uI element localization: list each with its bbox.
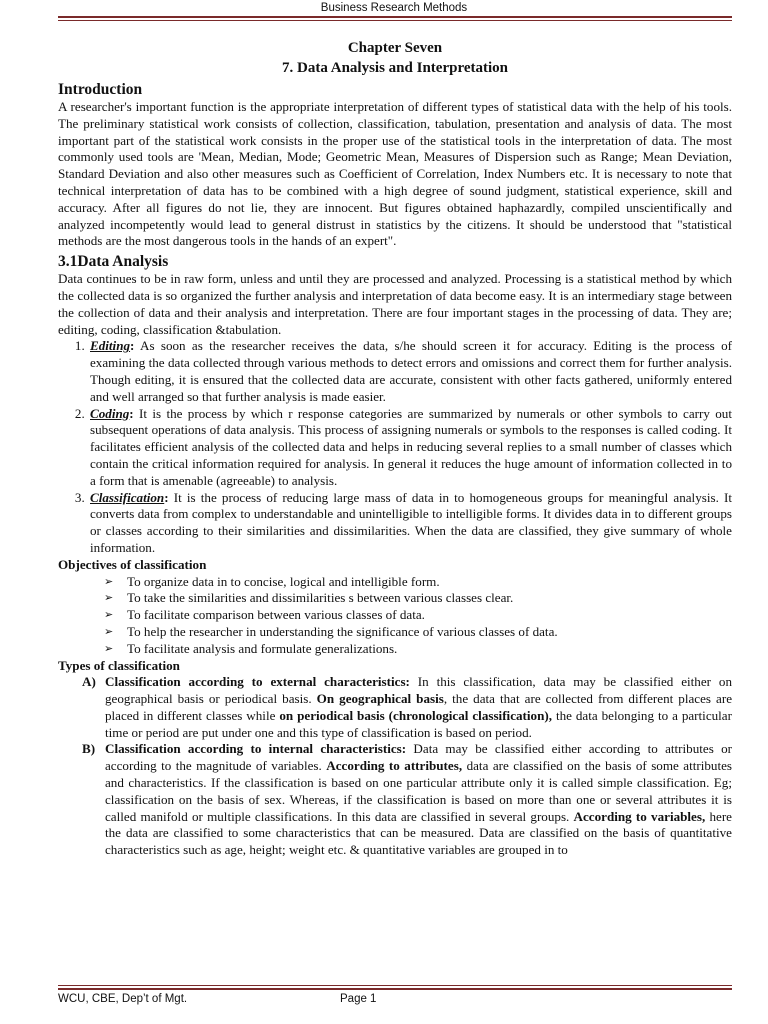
arrow-bullet-icon: ➢ [104,591,114,605]
header-title: Business Research Methods [320,2,468,14]
type-emphasis: According to attributes, [326,758,463,774]
type-emphasis: On geographical basis [316,691,444,707]
header-rule [58,16,732,21]
types-heading: Types of classification [58,657,180,673]
type-title: Classification according to internal characteristics: [105,741,407,757]
term-classification: Classification [90,489,165,505]
footer-department: WCU, CBE, Dep’t of Mgt. [58,993,188,1005]
term-separator: : [130,338,135,354]
arrow-bullet-icon: ➢ [104,641,114,655]
type-text: Data may be classified either according to attributes or according to the magnitude of variables. [105,741,732,774]
stage-text: As soon as the researcher receives the data, s/he should screen it for accuracy. Editing is the process of examining the data collected through various methods to detect errors and omissions and correct them for further analysis. Though editing, it is ensured that the collected data are accurate, consistent with other facts gathered, uniformly entered and well arranged so that further analysis is made easier. [90,338,732,404]
types-list [58,674,732,859]
section-heading-3-1 [58,253,732,271]
list-item-editing [88,338,732,405]
objective-text: To facilitate analysis and formulate generalizations. [127,640,398,656]
objective-text: To organize data in to concise, logical and intelligible form. [127,573,440,589]
section-number: 3.1 [58,253,78,271]
footer-rule [58,985,732,990]
list-item [104,574,732,591]
chapter-subtitle [58,58,732,78]
list-item-coding [88,406,732,490]
objectives-list [58,574,732,658]
objective-text: To take the similarities and dissimilarities s between various classes clear. [127,590,514,606]
type-label: B) [82,741,96,757]
page-number: Page 1 [340,993,377,1005]
type-text: In this classification, data may be classified either on geographical basis or periodical basis. [105,674,732,707]
objective-text: To help the researcher in understanding the significance of various classes of data. [127,623,558,639]
chapter-title: Chapter Seven [347,40,443,56]
type-text: here the data are classified to some characteristics that can be measured. Data are classified on the basis of quantitative characteristics such as age, height; weight etc. & quantitative variables are grouped in to [105,808,732,858]
type-title: Classification according to external characteristics: [105,674,410,690]
arrow-bullet-icon: ➢ [104,608,114,622]
introduction-paragraph: A researcher's important function is the appropriate interpretation of different types of statistical data with the help of his tools. The preliminary statistical work consists of collection, classification, tabulation, presentation and analysis of data. The most important part of the statistical work consists in the proper use of the statistical tools in the interpretation of data. The most commonly used tools are 'Mean, Median, Mode; Geometric Mean, Measures of Dispersion such as Range; Mean Deviation, Standard Deviation and also other measures such as Coefficient of Correlation, Index Numbers etc. It is necessary to note that technical interpretation of data has to be combined with a high degree of sound judgment, statistical experience, skill and accuracy. After all figures do not lie, they are innocent. But figures obtained haphazardly, compiled unscientifically and analyzed incompetently would lead to general distrust in statistics by the citizens. It should be understood that "statistical methods are the most dangerous tools in the hands of an expert". [58,99,732,249]
page-footer [58,993,730,1009]
list-item [104,607,732,624]
type-text: data are classified on the basis of some attributes and characteristics. If the classification is based on one particular attribute only it is called simple classification. Eg; classification on the basis of sex. Whereas, if the classification is based on more than one or several attributes it is called manifold or multiple classifications. In this data are classified in several groups. [105,758,733,824]
processing-stages-list [58,338,732,556]
type-item-external [58,674,732,741]
arrow-bullet-icon: ➢ [104,624,114,638]
chapter-number: 7. [282,60,294,76]
type-emphasis: on periodical basis (chronological classification), [279,707,553,723]
section-paragraph: Data continues to be in raw form, unless and until they are processed and analyzed. Processing is a statistical method by which the collected data is so organized the further analysis and interpretation of data become easy. It is an intermediary stage between the collection of data and their analysis and interpretation. There are four important stages in the processing of data. They are; editing, coding, classification &tabulation. [58,271,732,337]
type-label: A) [82,674,96,690]
arrow-bullet-icon: ➢ [104,574,114,588]
objective-text: To facilitate comparison between various classes of data. [127,607,425,623]
introduction-heading: Introduction [58,81,143,98]
page-content [58,38,732,859]
list-item [104,590,732,607]
stage-text: It is the process of reducing large mass of data in to homogeneous groups for meaningful analysis. It converts data from complex to understandable and unintelligible to intelligible forms. It divides data in to different groups or classes according to their similarities and dissimilarities. When the data are classified, they give summary of whole information. [90,489,732,555]
stage-text: It is the process by which r response categories are summarized by numerals or other symbols to carry out subsequent operations of data analysis. This process of assigning numerals or symbols to the responses is called coding. It facilitates efficient analysis of the collected data and helps in reducing several replies to a small number of classes which contain the critical information required for analysis. In general it reduces the huge amount of information collected in to a form that is amenable (agreeable) to analysis. [90,405,732,488]
term-separator: : [129,405,134,421]
chapter-subtitle-text: Data Analysis and Interpretation [297,60,508,76]
term-coding: Coding [90,405,130,421]
list-item [104,624,732,641]
section-heading-text: Data Analysis [77,253,169,271]
objectives-heading: Objectives of classification [58,556,207,572]
list-item-classification [88,490,732,557]
type-text: , the data that are collected from different places are placed in different classes while [105,691,733,723]
list-item [104,641,732,658]
term-editing: Editing [90,338,131,354]
type-text: the data belonging to a particular time or period are put under one and this type of classification is based on period. [105,707,732,740]
type-item-internal [58,741,732,859]
term-separator: : [164,489,169,505]
type-emphasis: According to variables, [573,808,706,824]
